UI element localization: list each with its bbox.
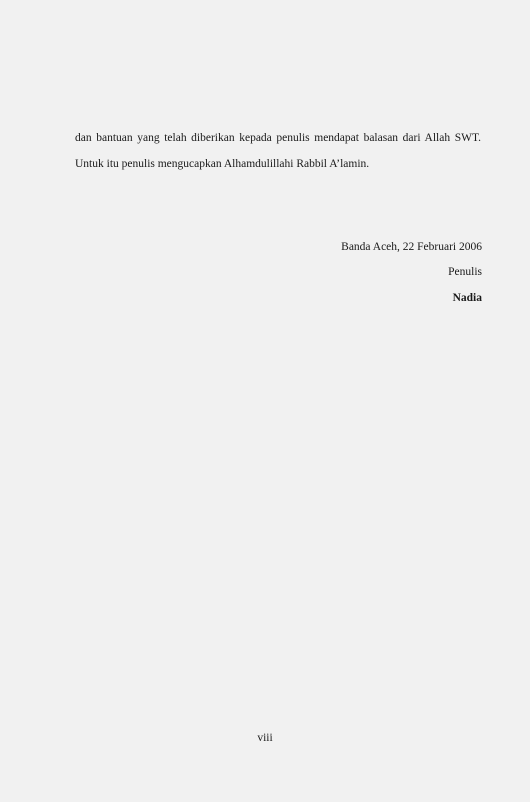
page-number: viii bbox=[257, 732, 273, 744]
signature-role: Penulis bbox=[448, 266, 482, 278]
signature-name: Nadia bbox=[452, 292, 482, 304]
signature-place-date: Banda Aceh, 22 Februari 2006 bbox=[341, 241, 482, 253]
paragraph-line-2: Untuk itu penulis mengucapkan Alhamdulillahi Rabbil A’lamin. bbox=[75, 158, 370, 170]
paragraph-line-1: dan bantuan yang telah diberikan kepada penulis mendapat balasan dari Allah SWT. bbox=[75, 132, 481, 144]
